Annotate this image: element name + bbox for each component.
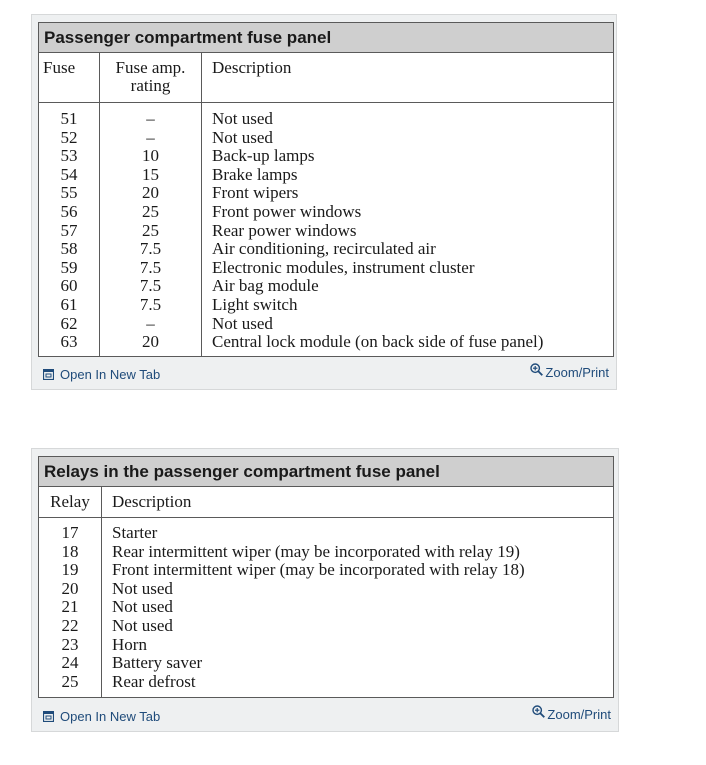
open-new-tab-icon bbox=[43, 369, 54, 380]
relay-description-cell: Horn bbox=[112, 634, 147, 654]
relay-table bbox=[38, 456, 614, 698]
fuse-amp-cell: – bbox=[146, 313, 155, 333]
fuse-amp-column bbox=[100, 103, 202, 356]
relay-description-cell: Front intermittent wiper (may be incorporated with relay 18) bbox=[112, 560, 525, 580]
zoom-print-label: Zoom/Print bbox=[545, 365, 609, 380]
header-relay: Relay bbox=[39, 487, 102, 517]
relay-number-cell: 25 bbox=[61, 671, 79, 691]
fuse-description-cell: Rear power windows bbox=[212, 220, 357, 240]
open-in-new-tab-link[interactable] bbox=[43, 709, 160, 724]
fuse-description-cell: Front power windows bbox=[212, 201, 362, 221]
fuse-amp-cell: 7.5 bbox=[139, 239, 162, 259]
fuse-number-cell: 53 bbox=[60, 146, 78, 166]
open-in-new-tab-label: Open In New Tab bbox=[60, 367, 161, 382]
header-description: Description bbox=[212, 58, 292, 77]
fuse-number-cell: 54 bbox=[60, 164, 78, 184]
fuse-description-cell: Brake lamps bbox=[212, 164, 298, 184]
fuse-amp-cell: 7.5 bbox=[139, 276, 162, 296]
fuse-number-cell: 61 bbox=[60, 294, 78, 314]
fuse-number-cell: 60 bbox=[60, 276, 78, 296]
fuse-number-cell: 62 bbox=[60, 313, 78, 333]
fuse-description-cell: Not used bbox=[212, 313, 273, 333]
relay-number-column bbox=[39, 518, 102, 697]
relay-panel-card bbox=[31, 448, 619, 732]
fuse-number-cell: 57 bbox=[60, 220, 78, 240]
relay-number-cell: 20 bbox=[61, 578, 79, 598]
relay-description-cell: Not used bbox=[112, 615, 173, 635]
open-in-new-tab-link[interactable] bbox=[43, 367, 160, 382]
fuse-number-cell: 56 bbox=[60, 201, 78, 221]
fuse-amp-cell: 25 bbox=[142, 220, 159, 240]
fuse-amp-cell: 7.5 bbox=[139, 294, 162, 314]
fuse-amp-cell: 20 bbox=[142, 183, 159, 203]
fuse-description-cell: Central lock module (on back side of fuse panel) bbox=[212, 332, 544, 352]
header-fuse: Fuse bbox=[39, 53, 100, 102]
zoom-print-link[interactable] bbox=[532, 707, 611, 722]
header-relay-description: Description bbox=[112, 492, 192, 511]
fuse-table bbox=[38, 22, 614, 357]
fuse-amp-cell: 25 bbox=[142, 201, 159, 221]
fuse-number-cell: 59 bbox=[60, 257, 78, 277]
relay-description-column bbox=[102, 518, 613, 697]
fuse-amp-cell: 7.5 bbox=[139, 257, 162, 277]
fuse-description-cell: Light switch bbox=[212, 294, 298, 314]
relay-table-body bbox=[39, 518, 613, 697]
relay-description-cell: Battery saver bbox=[112, 653, 203, 673]
relay-number-cell: 24 bbox=[61, 653, 79, 673]
fuse-description-cell: Electronic modules, instrument cluster bbox=[212, 257, 475, 277]
fuse-description-cell: Back-up lamps bbox=[212, 146, 315, 166]
fuse-table-title: Passenger compartment fuse panel bbox=[39, 23, 613, 53]
fuse-description-cell: Not used bbox=[212, 109, 273, 128]
fuse-amp-cell: 10 bbox=[142, 146, 159, 166]
relay-description-cell: Starter bbox=[112, 523, 158, 542]
fuse-amp-cell: – bbox=[146, 127, 155, 147]
relay-number-cell: 21 bbox=[61, 597, 79, 617]
relay-description-cell: Rear intermittent wiper (may be incorporated with relay 19) bbox=[112, 541, 520, 561]
relay-number-cell: 18 bbox=[61, 541, 79, 561]
relay-table-header bbox=[39, 487, 613, 518]
relay-number-cell: 17 bbox=[61, 523, 79, 542]
header-fuse-amp bbox=[100, 53, 202, 102]
fuse-number-cell: 52 bbox=[60, 127, 78, 147]
fuse-description-cell: Not used bbox=[212, 127, 273, 147]
fuse-number-cell: 51 bbox=[60, 109, 78, 128]
relay-table-title: Relays in the passenger compartment fuse panel bbox=[39, 457, 613, 487]
open-new-tab-icon bbox=[43, 711, 54, 722]
relay-description-cell: Rear defrost bbox=[112, 671, 196, 691]
relay-description-cell: Not used bbox=[112, 578, 173, 598]
relay-description-cell: Not used bbox=[112, 597, 173, 617]
zoom-print-label: Zoom/Print bbox=[547, 707, 611, 722]
relay-number-cell: 23 bbox=[61, 634, 79, 654]
fuse-number-cell: 55 bbox=[60, 183, 78, 203]
fuse-amp-cell: 15 bbox=[142, 164, 159, 184]
fuse-card-footer bbox=[32, 359, 616, 389]
relay-number-cell: 19 bbox=[61, 560, 79, 580]
header-fuse-amp-line1: Fuse amp. bbox=[115, 58, 186, 77]
relay-card-footer bbox=[32, 701, 618, 731]
fuse-description-cell: Air bag module bbox=[212, 276, 319, 296]
fuse-table-header bbox=[39, 53, 613, 103]
fuse-amp-cell: 20 bbox=[142, 332, 159, 352]
zoom-in-icon bbox=[530, 363, 543, 376]
fuse-description-cell: Air conditioning, recirculated air bbox=[212, 239, 436, 259]
relay-number-cell: 22 bbox=[61, 615, 79, 635]
open-in-new-tab-label: Open In New Tab bbox=[60, 709, 161, 724]
fuse-number-cell: 63 bbox=[60, 332, 78, 352]
fuse-amp-cell: – bbox=[146, 109, 155, 128]
fuse-description-cell: Front wipers bbox=[212, 183, 299, 203]
zoom-print-link[interactable] bbox=[530, 365, 609, 380]
fuse-number-cell: 58 bbox=[60, 239, 78, 259]
zoom-in-icon bbox=[532, 705, 545, 718]
fuse-table-body bbox=[39, 103, 613, 356]
header-fuse-amp-line2: rating bbox=[130, 76, 171, 95]
fuse-panel-card bbox=[31, 14, 617, 390]
fuse-number-column bbox=[39, 103, 100, 356]
fuse-description-column bbox=[202, 103, 613, 356]
